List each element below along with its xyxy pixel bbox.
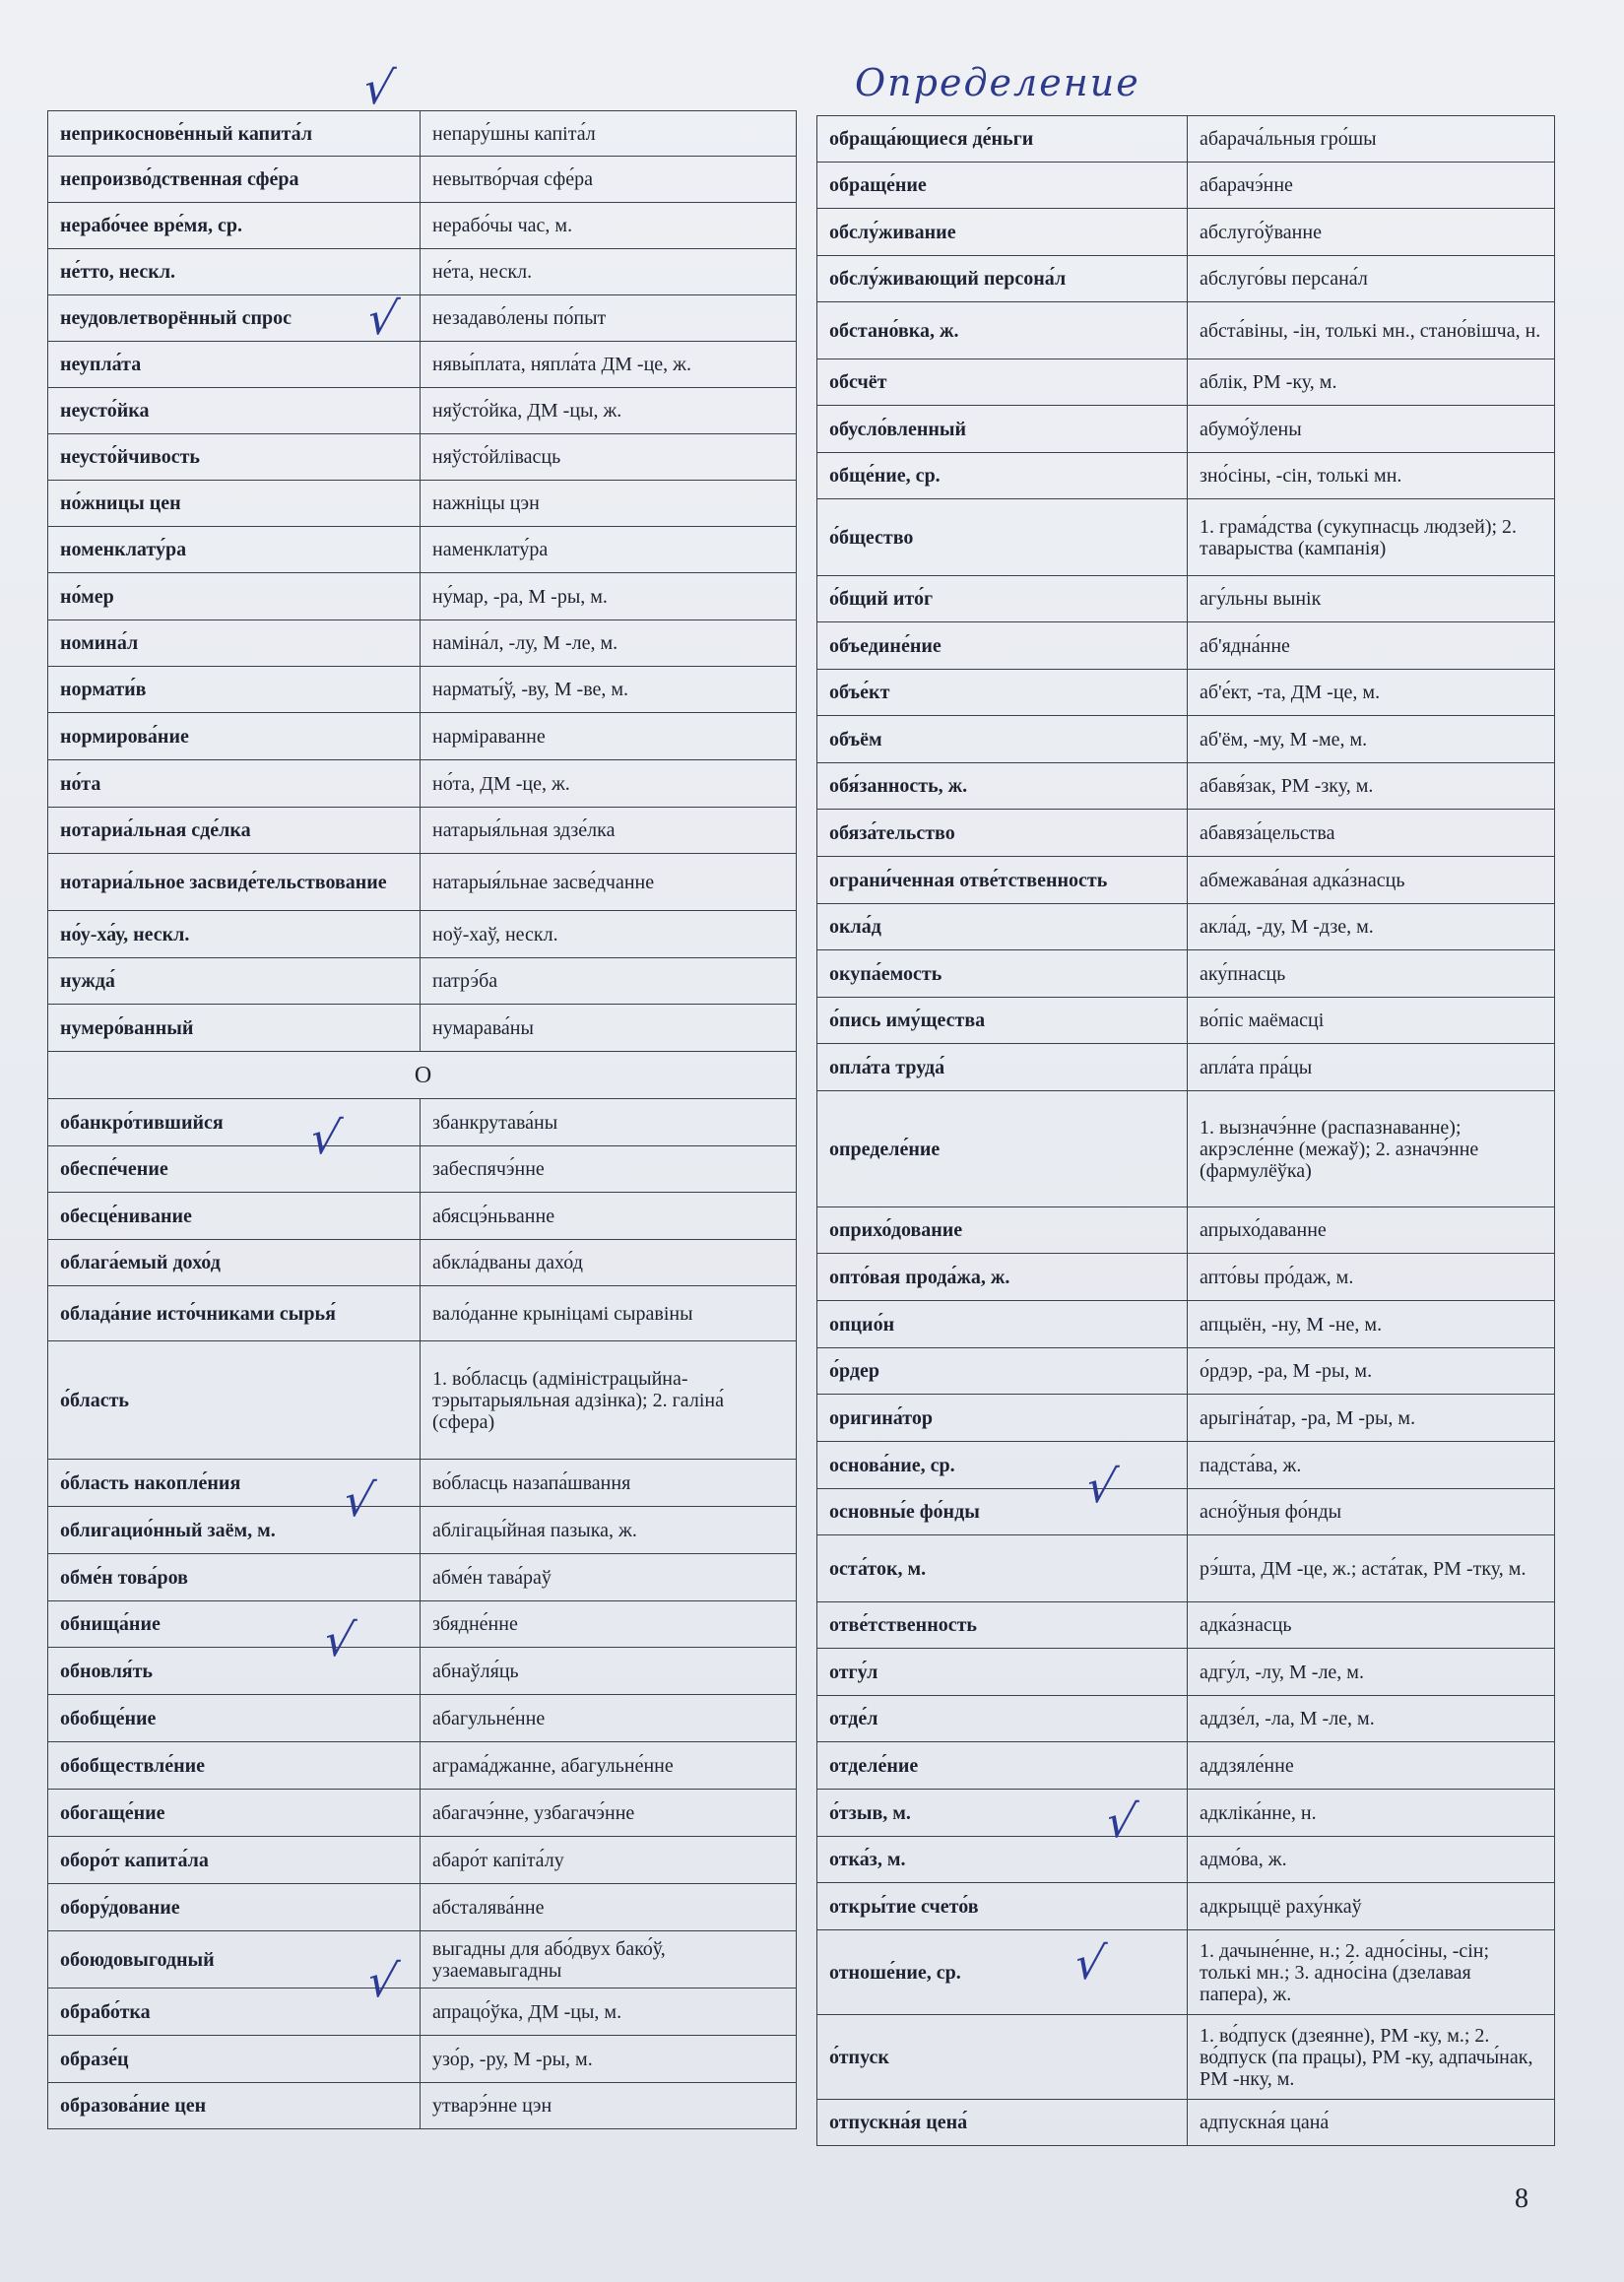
dictionary-row	[48, 1931, 797, 1989]
russian-term: но́мер	[48, 573, 421, 620]
russian-term: не́тто, нескл.	[48, 249, 421, 295]
russian-term: неприкоснове́нный капита́л	[48, 111, 421, 157]
russian-term: опцио́н	[817, 1301, 1188, 1348]
dictionary-row	[48, 1146, 797, 1193]
belarusian-translation: абагульне́нне	[421, 1695, 797, 1742]
dictionary-row	[817, 359, 1555, 406]
belarusian-translation: арыгіна́тар, -ра, М -ры, м.	[1188, 1395, 1555, 1442]
russian-term: обеспе́чение	[48, 1146, 421, 1193]
belarusian-translation: натарыя́льная здзе́лка	[421, 808, 797, 854]
belarusian-translation: забеспячэ́нне	[421, 1146, 797, 1193]
russian-term: неусто́йчивость	[48, 434, 421, 481]
russian-term: оста́ток, м.	[817, 1535, 1188, 1602]
russian-term: обоюдовыгодный	[48, 1931, 421, 1989]
belarusian-translation: выгадны для або́двух бако́ў, узаемавыгадны	[421, 1931, 797, 1989]
dictionary-row	[817, 499, 1555, 576]
belarusian-translation: аблігацы́йная пазыка, ж.	[421, 1507, 797, 1554]
russian-term: обору́дование	[48, 1884, 421, 1931]
belarusian-translation: ноў-хаў, нескл.	[421, 911, 797, 958]
dictionary-row	[817, 1442, 1555, 1489]
belarusian-translation: нумарава́ны	[421, 1005, 797, 1052]
dictionary-row	[817, 1207, 1555, 1254]
russian-term: обсчёт	[817, 359, 1188, 406]
belarusian-translation: аб'ядна́нне	[1188, 622, 1555, 670]
belarusian-translation: абнаўля́ць	[421, 1648, 797, 1695]
belarusian-translation: абарача́льныя гро́шы	[1188, 116, 1555, 163]
dictionary-row	[817, 1348, 1555, 1395]
dictionary-row	[817, 950, 1555, 998]
russian-term: нотариа́льная сде́лка	[48, 808, 421, 854]
dictionary-row	[817, 1930, 1555, 2015]
belarusian-translation: адкрыццё раху́нкаў	[1188, 1883, 1555, 1930]
belarusian-translation: абслуго́вы персана́л	[1188, 256, 1555, 302]
dictionary-row	[817, 1395, 1555, 1442]
russian-term: о́тпуск	[817, 2015, 1188, 2100]
dictionary-row	[817, 2100, 1555, 2146]
section-letter: О	[48, 1052, 797, 1099]
russian-term: неупла́та	[48, 342, 421, 388]
dictionary-row	[48, 1695, 797, 1742]
dictionary-row	[48, 1005, 797, 1052]
dictionary-row	[48, 388, 797, 434]
russian-term: откры́тие счето́в	[817, 1883, 1188, 1930]
left-dictionary-table	[47, 110, 797, 2129]
dictionary-row	[817, 1301, 1555, 1348]
dictionary-row	[48, 157, 797, 203]
russian-term: объе́кт	[817, 670, 1188, 716]
belarusian-translation: абста́віны, -ін, толькі мн., стано́вішча, н.	[1188, 302, 1555, 359]
check-mark-icon: √	[1102, 1794, 1141, 1848]
russian-term: обстано́вка, ж.	[817, 302, 1188, 359]
belarusian-translation: аддзе́л, -ла, М -ле, м.	[1188, 1696, 1555, 1742]
russian-term: обраще́ние	[817, 163, 1188, 209]
belarusian-translation: не́та, нескл.	[421, 249, 797, 295]
russian-term: нотариа́льное засвиде́тельствование	[48, 854, 421, 911]
dictionary-row	[48, 1601, 797, 1648]
dictionary-row	[48, 1507, 797, 1554]
russian-term: неусто́йка	[48, 388, 421, 434]
russian-term: обнища́ние	[48, 1601, 421, 1648]
belarusian-translation: аблік, РМ -ку, м.	[1188, 359, 1555, 406]
russian-term: о́бласть накопле́ния	[48, 1460, 421, 1507]
dictionary-row	[48, 295, 797, 342]
russian-term: обслу́живающий персона́л	[817, 256, 1188, 302]
dictionary-row	[817, 763, 1555, 810]
russian-term: окупа́емость	[817, 950, 1188, 998]
russian-term: обобще́ние	[48, 1695, 421, 1742]
russian-term: объём	[817, 716, 1188, 763]
belarusian-translation: абкла́дваны дахо́д	[421, 1240, 797, 1286]
belarusian-translation: нарміраванне	[421, 713, 797, 760]
dictionary-row	[48, 1837, 797, 1884]
belarusian-translation: незадаво́лены по́пыт	[421, 295, 797, 342]
dictionary-row	[48, 1286, 797, 1341]
check-mark-icon: √	[1082, 1460, 1122, 1513]
dictionary-row	[817, 1254, 1555, 1301]
dictionary-row	[817, 904, 1555, 950]
dictionary-row	[48, 434, 797, 481]
belarusian-translation: нерабо́чы час, м.	[421, 203, 797, 249]
belarusian-translation: патрэ́ба	[421, 958, 797, 1005]
dictionary-row	[817, 1837, 1555, 1883]
belarusian-translation: акла́д, -ду, М -дзе, м.	[1188, 904, 1555, 950]
belarusian-translation: аб'е́кт, -та, ДМ -це, м.	[1188, 670, 1555, 716]
russian-term: оприхо́дование	[817, 1207, 1188, 1254]
belarusian-translation: наміна́л, -лу, М -ле, м.	[421, 620, 797, 667]
russian-term: обрабо́тка	[48, 1989, 421, 2036]
belarusian-translation: непару́шны капіта́л	[421, 111, 797, 157]
belarusian-translation: асно́ўныя фо́нды	[1188, 1489, 1555, 1535]
dictionary-row	[48, 620, 797, 667]
belarusian-translation: рэ́шта, ДМ -це, ж.; аста́так, РМ -тку, м.	[1188, 1535, 1555, 1602]
belarusian-translation: адгу́л, -лу, М -ле, м.	[1188, 1649, 1555, 1696]
dictionary-row	[48, 911, 797, 958]
belarusian-translation: аку́пнасць	[1188, 950, 1555, 998]
russian-term: объедине́ние	[817, 622, 1188, 670]
dictionary-row	[48, 667, 797, 713]
belarusian-translation: 1. во́бласць (адміністрацыйна-тэрытарыяльная адзінка); 2. галіна́ (сфера)	[421, 1341, 797, 1460]
dictionary-row	[817, 998, 1555, 1044]
dictionary-row	[817, 209, 1555, 256]
russian-term: оборо́т капита́ла	[48, 1837, 421, 1884]
russian-term: отде́л	[817, 1696, 1188, 1742]
dictionary-row	[817, 2015, 1555, 2100]
belarusian-translation: 1. вызначэ́нне (распазнаванне); акрэсле́нне (межаў); 2. азначэ́нне (фармулёўка)	[1188, 1091, 1555, 1207]
dictionary-row	[48, 111, 797, 157]
belarusian-translation: нажніцы цэн	[421, 481, 797, 527]
belarusian-translation: аб'ём, -му, М -ме, м.	[1188, 716, 1555, 763]
dictionary-row	[48, 1648, 797, 1695]
russian-term: опто́вая прода́жа, ж.	[817, 1254, 1188, 1301]
belarusian-translation: наменклату́ра	[421, 527, 797, 573]
dictionary-row	[817, 1883, 1555, 1930]
belarusian-translation: агу́льны вынік	[1188, 576, 1555, 622]
dictionary-row	[817, 576, 1555, 622]
russian-term: основа́ние, ср.	[817, 1442, 1188, 1489]
russian-term: обобществле́ние	[48, 1742, 421, 1790]
dictionary-row	[48, 342, 797, 388]
dictionary-row	[817, 716, 1555, 763]
belarusian-translation: натарыя́льнае засве́дчанне	[421, 854, 797, 911]
belarusian-translation: ну́мар, -ра, М -ры, м.	[421, 573, 797, 620]
dictionary-row	[817, 1742, 1555, 1790]
russian-term: обанкро́тившийся	[48, 1099, 421, 1146]
dictionary-row	[48, 958, 797, 1005]
russian-term: обслу́живание	[817, 209, 1188, 256]
dictionary-row	[817, 810, 1555, 857]
belarusian-translation: апла́та пра́цы	[1188, 1044, 1555, 1091]
belarusian-translation: 1. грама́дства (сукупнасць людзей); 2. таварыства (кампанія)	[1188, 499, 1555, 576]
belarusian-translation: апцыён, -ну, М -не, м.	[1188, 1301, 1555, 1348]
belarusian-translation: о́рдэр, -ра, М -ры, м.	[1188, 1348, 1555, 1395]
russian-term: обогаще́ние	[48, 1790, 421, 1837]
dictionary-row	[48, 713, 797, 760]
belarusian-translation: падста́ва, ж.	[1188, 1442, 1555, 1489]
belarusian-translation: во́бласць назапа́швання	[421, 1460, 797, 1507]
dictionary-row	[48, 1554, 797, 1601]
check-mark-icon: √	[363, 1954, 403, 2007]
belarusian-translation: адка́знасць	[1188, 1602, 1555, 1649]
dictionary-row	[48, 249, 797, 295]
dictionary-row	[817, 622, 1555, 670]
russian-term: о́пись иму́щества	[817, 998, 1188, 1044]
russian-term: о́бщий ито́г	[817, 576, 1188, 622]
dictionary-row	[48, 573, 797, 620]
dictionary-row	[48, 1989, 797, 2036]
russian-term: но́жницы цен	[48, 481, 421, 527]
belarusian-translation: зно́сіны, -сін, толькі мн.	[1188, 453, 1555, 499]
belarusian-translation: абавяза́цельства	[1188, 810, 1555, 857]
belarusian-translation: аддзяле́нне	[1188, 1742, 1555, 1790]
check-mark-icon: √	[306, 1111, 346, 1164]
belarusian-translation: абарачэ́нне	[1188, 163, 1555, 209]
dictionary-row	[48, 854, 797, 911]
russian-term: отпускна́я цена́	[817, 2100, 1188, 2146]
russian-term: о́тзыв, м.	[817, 1790, 1188, 1837]
dictionary-row	[817, 1489, 1555, 1535]
belarusian-translation: адмо́ва, ж.	[1188, 1837, 1555, 1883]
dictionary-row	[817, 453, 1555, 499]
russian-term: отка́з, м.	[817, 1837, 1188, 1883]
dictionary-row	[48, 1790, 797, 1837]
belarusian-translation: няўсто́йка, ДМ -цы, ж.	[421, 388, 797, 434]
belarusian-translation: утварэ́нне цэн	[421, 2083, 797, 2129]
russian-term: нормирова́ние	[48, 713, 421, 760]
belarusian-translation: абагачэ́нне, узбагачэ́нне	[421, 1790, 797, 1837]
belarusian-translation: збанкрутава́ны	[421, 1099, 797, 1146]
belarusian-translation: адкліка́нне, н.	[1188, 1790, 1555, 1837]
russian-term: нужда́	[48, 958, 421, 1005]
russian-term: отноше́ние, ср.	[817, 1930, 1188, 2015]
russian-term: но́у-ха́у, нескл.	[48, 911, 421, 958]
belarusian-translation: 1. во́дпуск (дзеянне), РМ -ку, м.; 2. во́дпуск (па працы), РМ -ку, адпачы́нак, РМ -нку, м.	[1188, 2015, 1555, 2100]
belarusian-translation: но́та, ДМ -це, ж.	[421, 760, 797, 808]
dictionary-row	[48, 203, 797, 249]
dictionary-row	[48, 1099, 797, 1146]
belarusian-translation: апрыхо́даванне	[1188, 1207, 1555, 1254]
dictionary-row	[817, 857, 1555, 904]
check-mark-icon: √	[320, 1613, 359, 1666]
russian-term: отделе́ние	[817, 1742, 1188, 1790]
belarusian-translation: абмежава́ная адка́знасць	[1188, 857, 1555, 904]
russian-term: облигацио́нный заём, м.	[48, 1507, 421, 1554]
belarusian-translation: абаро́т капіта́лу	[421, 1837, 797, 1884]
russian-term: но́та	[48, 760, 421, 808]
russian-term: обусло́вленный	[817, 406, 1188, 453]
russian-term: неудовлетворённый спрос	[48, 295, 421, 342]
russian-term: о́бласть	[48, 1341, 421, 1460]
belarusian-translation: абслуго́ўванне	[1188, 209, 1555, 256]
dictionary-row	[48, 2036, 797, 2083]
dictionary-row	[48, 1240, 797, 1286]
russian-term: номина́л	[48, 620, 421, 667]
russian-term: обновля́ть	[48, 1648, 421, 1695]
russian-term: о́бщество	[817, 499, 1188, 576]
belarusian-translation: абясцэ́ньванне	[421, 1193, 797, 1240]
belarusian-translation: во́піс маёмасці	[1188, 998, 1555, 1044]
russian-term: обще́ние, ср.	[817, 453, 1188, 499]
dictionary-row	[48, 481, 797, 527]
russian-term: облага́емый дохо́д	[48, 1240, 421, 1286]
belarusian-translation: невытво́рчая сфе́ра	[421, 157, 797, 203]
dictionary-row	[817, 1091, 1555, 1207]
russian-term: облада́ние исто́чниками сырья́	[48, 1286, 421, 1341]
belarusian-translation: вало́данне крыніцамі сыравіны	[421, 1286, 797, 1341]
dictionary-row	[48, 1193, 797, 1240]
dictionary-row	[817, 406, 1555, 453]
page-number: 8	[1515, 2184, 1528, 2214]
belarusian-translation: 1. дачыне́нне, н.; 2. адно́сіны, -сін; толькі мн.; 3. адно́сіна (дзелавая папера), ж.	[1188, 1930, 1555, 2015]
belarusian-translation: нявы́плата, няпла́та ДМ -це, ж.	[421, 342, 797, 388]
russian-term: оригина́тор	[817, 1395, 1188, 1442]
dictionary-row	[817, 256, 1555, 302]
russian-term: основны́е фо́нды	[817, 1489, 1188, 1535]
dictionary-row	[48, 1341, 797, 1460]
dictionary-row	[817, 163, 1555, 209]
russian-term: обраща́ющиеся де́ньги	[817, 116, 1188, 163]
dictionary-row	[48, 527, 797, 573]
belarusian-translation: аграма́джанне, абагульне́нне	[421, 1742, 797, 1790]
right-dictionary-table	[816, 115, 1555, 2146]
dictionary-row	[48, 760, 797, 808]
russian-term: определе́ние	[817, 1091, 1188, 1207]
belarusian-translation: адпускна́я цана́	[1188, 2100, 1555, 2146]
dictionary-row	[48, 808, 797, 854]
belarusian-translation: абсталява́нне	[421, 1884, 797, 1931]
russian-term: отгу́л	[817, 1649, 1188, 1696]
belarusian-translation: абавя́зак, РМ -зку, м.	[1188, 763, 1555, 810]
check-mark-icon: √	[340, 1473, 379, 1527]
belarusian-translation: узо́р, -ру, М -ры, м.	[421, 2036, 797, 2083]
belarusian-translation: няўсто́йлівасць	[421, 434, 797, 481]
russian-term: обесце́нивание	[48, 1193, 421, 1240]
russian-term: обя́занность, ж.	[817, 763, 1188, 810]
belarusian-translation: абумо́ўлены	[1188, 406, 1555, 453]
russian-term: отве́тственность	[817, 1602, 1188, 1649]
handwritten-note: Определение	[855, 61, 1140, 104]
check-mark-icon: √	[359, 61, 399, 114]
belarusian-translation: абме́н тава́раў	[421, 1554, 797, 1601]
dictionary-row	[817, 116, 1555, 163]
russian-term: образова́ние цен	[48, 2083, 421, 2129]
belarusian-translation: нарматы́ў, -ву, М -ве, м.	[421, 667, 797, 713]
section-letter-row	[48, 1052, 797, 1099]
dictionary-row	[48, 1884, 797, 1931]
russian-term: номенклату́ра	[48, 527, 421, 573]
russian-term: нормати́в	[48, 667, 421, 713]
russian-term: нумеро́ванный	[48, 1005, 421, 1052]
check-mark-icon: √	[363, 292, 403, 345]
belarusian-translation: апрацо́ўка, ДМ -цы, м.	[421, 1989, 797, 2036]
dictionary-row	[48, 1460, 797, 1507]
russian-term: окла́д	[817, 904, 1188, 950]
russian-term: обме́н това́ров	[48, 1554, 421, 1601]
right-table-body	[817, 116, 1555, 2146]
check-mark-icon: √	[1071, 1936, 1110, 1989]
russian-term: образе́ц	[48, 2036, 421, 2083]
russian-term: обяза́тельство	[817, 810, 1188, 857]
dictionary-row	[817, 1649, 1555, 1696]
belarusian-translation: збядне́нне	[421, 1601, 797, 1648]
dictionary-row	[817, 1602, 1555, 1649]
belarusian-translation: апто́вы про́даж, м.	[1188, 1254, 1555, 1301]
dictionary-row	[817, 302, 1555, 359]
dictionary-row	[48, 1742, 797, 1790]
dictionary-row	[817, 1790, 1555, 1837]
left-table-body	[48, 111, 797, 2129]
russian-term: о́рдер	[817, 1348, 1188, 1395]
dictionary-row	[817, 670, 1555, 716]
dictionary-row	[817, 1044, 1555, 1091]
russian-term: непроизво́дственная сфе́ра	[48, 157, 421, 203]
russian-term: нерабо́чее вре́мя, ср.	[48, 203, 421, 249]
dictionary-row	[817, 1535, 1555, 1602]
dictionary-row	[817, 1696, 1555, 1742]
dictionary-row	[48, 2083, 797, 2129]
russian-term: ограни́ченная отве́тственность	[817, 857, 1188, 904]
russian-term: опла́та труда́	[817, 1044, 1188, 1091]
